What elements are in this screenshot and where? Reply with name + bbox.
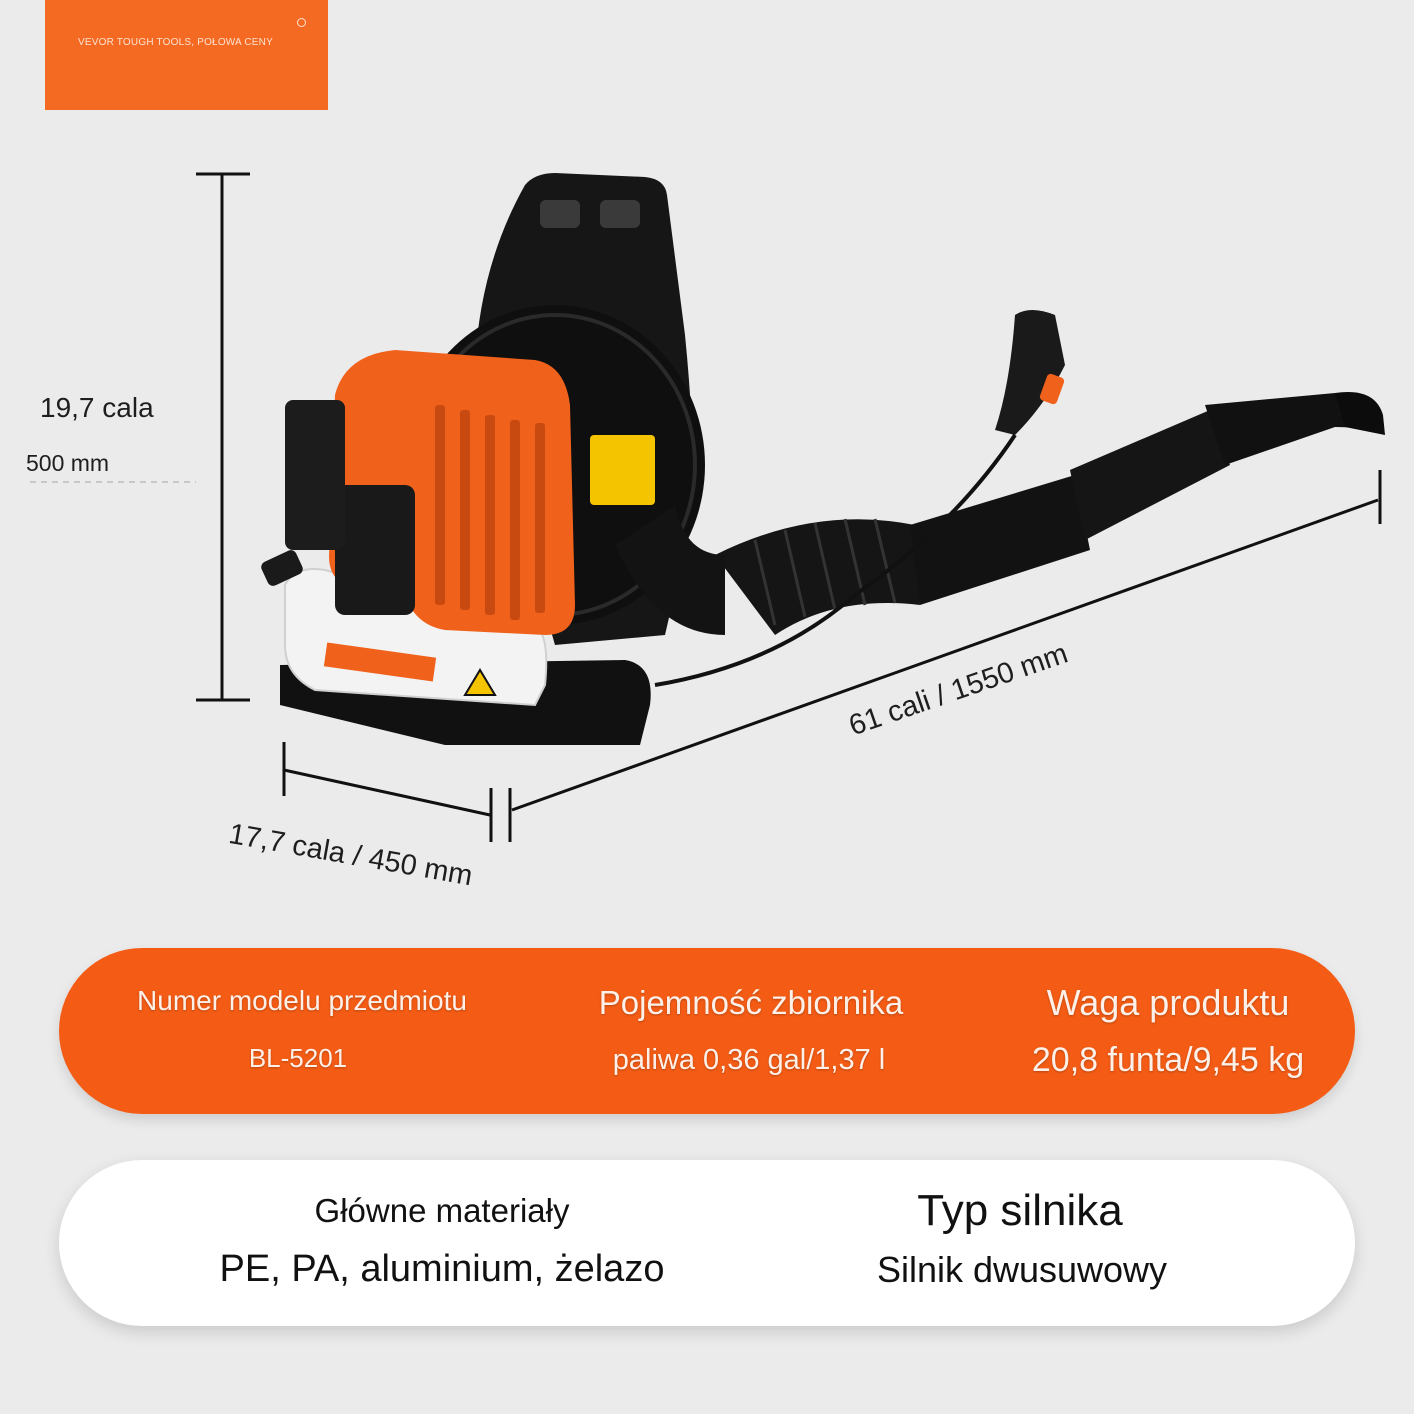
model-number-label: Numer modelu przedmiotu bbox=[137, 985, 467, 1016]
blower-tube-2 bbox=[1070, 410, 1230, 540]
model-number-value: BL-5201 bbox=[248, 1043, 348, 1073]
engine-type-label: Typ silnika bbox=[917, 1186, 1123, 1235]
nozzle-tip bbox=[1335, 392, 1385, 435]
engine-type-value: Silnik dwusuwowy bbox=[876, 1249, 1168, 1290]
width-line bbox=[284, 770, 490, 815]
leaf-blower-image bbox=[255, 165, 1395, 755]
product-weight-label: Waga produktu bbox=[1046, 982, 1290, 1023]
frame-handle-left bbox=[540, 200, 580, 228]
specs-banner-orange bbox=[59, 948, 1355, 1114]
frame-handle-right bbox=[600, 200, 640, 228]
blower-tube-1 bbox=[910, 475, 1090, 605]
tank-capacity-label: Pojemność zbiornika bbox=[598, 984, 904, 1021]
engine-side-block bbox=[285, 400, 345, 550]
specs-banner-white bbox=[59, 1160, 1355, 1326]
materials-label: Główne materiały bbox=[314, 1192, 570, 1229]
engine-recoil-cover bbox=[335, 485, 415, 615]
product-weight-value: 20,8 funta/9,45 kg bbox=[1031, 1041, 1305, 1079]
height-mm-label: 500 mm bbox=[26, 450, 110, 476]
warning-sticker bbox=[590, 435, 655, 505]
height-inches-label: 19,7 cala bbox=[40, 392, 154, 423]
materials-value: PE, PA, aluminium, żelazo bbox=[219, 1248, 665, 1290]
length-label: 61 cali / 1550 mm bbox=[845, 637, 1072, 743]
brand-tagline: VEVOR TOUGH TOOLS, POŁOWA CENY bbox=[78, 37, 273, 48]
throttle-handle bbox=[995, 310, 1065, 435]
width-label: 17,7 cala / 450 mm bbox=[226, 818, 475, 893]
tank-capacity-value: paliwa 0,36 gal/1,37 l bbox=[612, 1044, 886, 1076]
